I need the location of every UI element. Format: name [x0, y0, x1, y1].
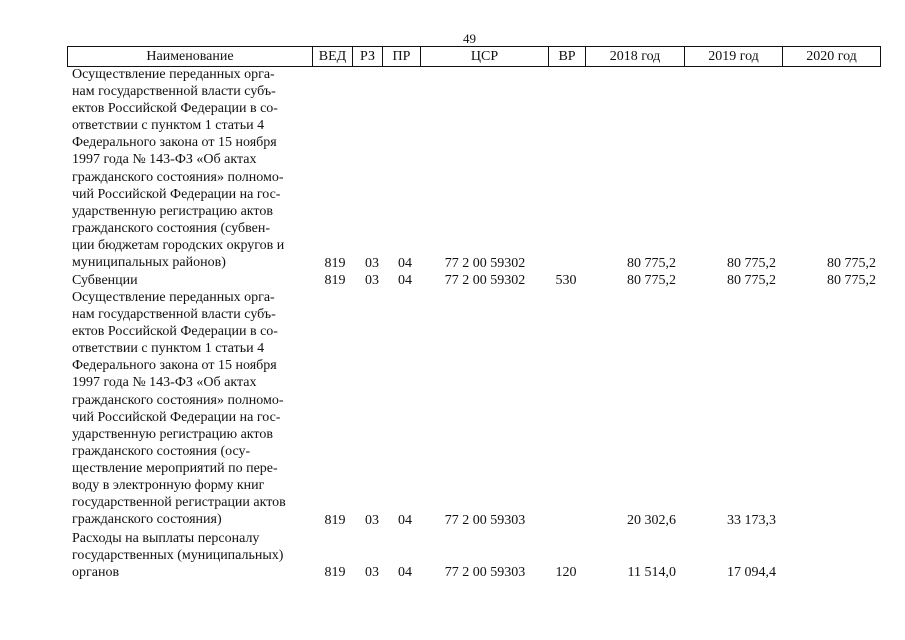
header-2020: 2020 год: [782, 47, 881, 66]
row-vr: 530: [555, 273, 577, 288]
header-pr: ПР: [382, 47, 420, 66]
header-ved: ВЕД: [312, 47, 352, 66]
row-2020: 80 775,2: [827, 256, 876, 271]
row-2018: 80 775,2: [627, 256, 676, 271]
row-pr: 04: [398, 513, 412, 528]
row-name: Осуществление переданных орга- нам государственной власти субъ- ектов Российской Федерации в со- ответствии с пунктом 1 статьи 4 Федерального закона от 15 ноября 1997 года № 143-ФЗ «Об актах гражданского состояния» полномо- чий Российской Федерации на гос- ударственную регистрацию актов гражданского состояния (осу- ществление мероприятий по пере- воду в электронную форму книг государственной регистрации актов гражданского состояния): [72, 290, 286, 528]
row-csr: 77 2 00 59303: [444, 513, 526, 528]
row-name: Расходы на выплаты персоналу государственных (муниципальных) органов: [72, 531, 284, 581]
row-2019: 33 173,3: [727, 513, 776, 528]
row-name: Осуществление переданных орга- нам государственной власти субъ- ектов Российской Федерации в со- ответствии с пунктом 1 статьи 4 Федерального закона от 15 ноября 1997 года № 143-ФЗ «Об актах гражданского состояния» полномо- чий Российской Федерации на гос- ударственную регистрацию актов гражданского состояния (субвен- ции бюджетам городских округов и муниципальных районов): [72, 67, 285, 271]
header-vr: ВР: [548, 47, 585, 66]
row-name: Субвенции: [72, 273, 138, 288]
page-number: 49: [463, 31, 476, 46]
row-rz: 03: [365, 273, 379, 288]
row-rz: 03: [365, 513, 379, 528]
row-ved: 819: [324, 565, 346, 580]
row-pr: 04: [398, 565, 412, 580]
table-header: [67, 46, 881, 67]
row-2018: 20 302,6: [627, 513, 676, 528]
row-2019: 80 775,2: [727, 273, 776, 288]
row-2018: 80 775,2: [627, 273, 676, 288]
row-ved: 819: [324, 273, 346, 288]
row-csr: 77 2 00 59303: [444, 565, 526, 580]
row-2018: 11 514,0: [627, 565, 676, 580]
row-rz: 03: [365, 256, 379, 271]
row-2019: 17 094,4: [727, 565, 776, 580]
row-vr: 120: [555, 565, 577, 580]
header-2019: 2019 год: [684, 47, 782, 66]
header-rz: РЗ: [352, 47, 382, 66]
row-csr: 77 2 00 59302: [444, 273, 526, 288]
header-name: Наименование: [67, 47, 312, 66]
row-pr: 04: [398, 273, 412, 288]
row-ved: 819: [324, 256, 346, 271]
row-2020: 80 775,2: [827, 273, 876, 288]
row-ved: 819: [324, 513, 346, 528]
row-csr: 77 2 00 59302: [444, 256, 526, 271]
row-pr: 04: [398, 256, 412, 271]
header-csr: ЦСР: [420, 47, 548, 66]
row-2019: 80 775,2: [727, 256, 776, 271]
header-2018: 2018 год: [585, 47, 684, 66]
row-rz: 03: [365, 565, 379, 580]
